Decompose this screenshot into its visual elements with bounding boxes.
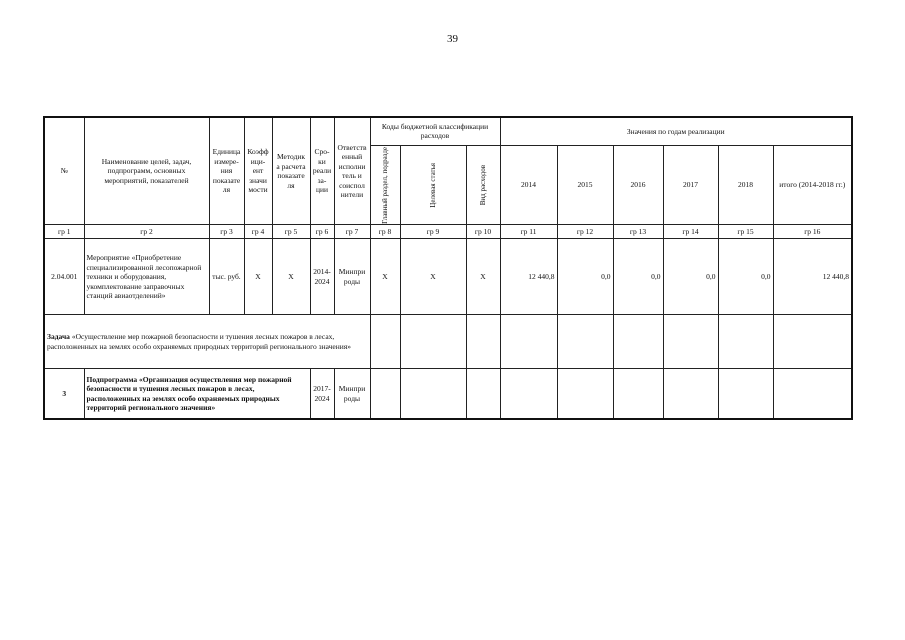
header-code-main <box>370 145 400 225</box>
header-year-2017: 2017 <box>663 145 718 225</box>
empty-cell <box>718 315 773 369</box>
task-text: «Осуществление мер пожарной безопасности и тушения лесных пожаров в лесах, расположенных на землях особо охраняемых природных территорий регионального значения» <box>47 332 351 351</box>
empty-cell <box>663 315 718 369</box>
measure-value-total: 12 440,8 <box>773 239 852 315</box>
header-year-2018: 2018 <box>718 145 773 225</box>
header-budget-codes: Коды бюджетной классификации расходов <box>370 117 500 145</box>
header-year-2014: 2014 <box>500 145 557 225</box>
header-year-2015: 2015 <box>557 145 613 225</box>
header-code-target <box>400 145 466 225</box>
header-code-main-text: Главный раздел, подразде <box>381 146 389 224</box>
group-cell: гр 5 <box>272 225 310 239</box>
group-cell: гр 1 <box>44 225 84 239</box>
measure-code-main: X <box>370 239 400 315</box>
group-cell: гр 8 <box>370 225 400 239</box>
measure-method: X <box>272 239 310 315</box>
header-values-title: Значения по годам реализации <box>500 117 852 145</box>
empty-cell <box>370 315 400 369</box>
measure-num: 2.04.001 <box>44 239 84 315</box>
header-code-kind <box>466 145 500 225</box>
measure-value-2018: 0,0 <box>718 239 773 315</box>
table-row <box>44 369 852 419</box>
measure-terms: 2014-2024 <box>310 239 334 315</box>
empty-cell <box>370 369 400 419</box>
header-name: Наименование целей, задач, подпрограмм, основных мероприятий, показателей <box>84 117 209 225</box>
header-unit: Единица измере-ния показате ля <box>209 117 244 225</box>
empty-cell <box>718 369 773 419</box>
measure-resp: Минпри роды <box>334 239 370 315</box>
group-cell: гр 4 <box>244 225 272 239</box>
empty-cell <box>400 315 466 369</box>
subprogram-name: Подпрограмма «Организация осуществления мер пожарной безопасности и тушения лесных пожаров в лесах, расположенных на землях особо охраняемых природных территорий регионального значения» <box>84 369 310 419</box>
measure-code-target: X <box>400 239 466 315</box>
subprogram-num: 3 <box>44 369 84 419</box>
group-cell: гр 9 <box>400 225 466 239</box>
program-table <box>43 116 853 420</box>
measure-value-2016: 0,0 <box>613 239 663 315</box>
measure-code-kind: X <box>466 239 500 315</box>
subprogram-resp: Минпри роды <box>334 369 370 419</box>
measure-unit: тыс. руб. <box>209 239 244 315</box>
empty-cell <box>466 369 500 419</box>
header-coef: Коэфф ици-ент значи мости <box>244 117 272 225</box>
empty-cell <box>613 369 663 419</box>
group-cell: гр 2 <box>84 225 209 239</box>
table-row <box>44 239 852 315</box>
table-row <box>44 315 852 369</box>
empty-cell <box>663 369 718 419</box>
empty-cell <box>773 369 852 419</box>
empty-cell <box>557 315 613 369</box>
header-resp: Ответств енный исполни тель и соиспол нители <box>334 117 370 225</box>
header-code-target-text: Целевая статья <box>429 162 437 208</box>
group-cell: гр 7 <box>334 225 370 239</box>
empty-cell <box>500 315 557 369</box>
page-number: 39 <box>447 33 458 45</box>
header-method: Методик а расчета показате ля <box>272 117 310 225</box>
empty-cell <box>557 369 613 419</box>
measure-coef: X <box>244 239 272 315</box>
empty-cell <box>400 369 466 419</box>
empty-cell <box>500 369 557 419</box>
measure-value-2017: 0,0 <box>663 239 718 315</box>
subprogram-terms: 2017-2024 <box>310 369 334 419</box>
header-year-2016: 2016 <box>613 145 663 225</box>
measure-name: Мероприятие «Приобретение специализированной лесопожарной техники и оборудования, укомплектование заправочных станций авиаотделений» <box>84 239 209 315</box>
empty-cell <box>613 315 663 369</box>
header-code-kind-text: Вид расходов <box>479 164 488 206</box>
group-cell: гр 11 <box>500 225 557 239</box>
header-year-total: итого (2014-2018 гг.) <box>773 145 852 225</box>
task-label: Задача <box>47 332 70 342</box>
group-cell: гр 3 <box>209 225 244 239</box>
measure-value-2015: 0,0 <box>557 239 613 315</box>
group-row <box>44 225 852 239</box>
group-cell: гр 15 <box>718 225 773 239</box>
group-cell: гр 13 <box>613 225 663 239</box>
task-cell <box>44 315 370 369</box>
header-num: № <box>44 117 84 225</box>
group-cell: гр 14 <box>663 225 718 239</box>
empty-cell <box>466 315 500 369</box>
empty-cell <box>773 315 852 369</box>
header-row-1 <box>44 117 852 145</box>
measure-value-2014: 12 440,8 <box>500 239 557 315</box>
group-cell: гр 12 <box>557 225 613 239</box>
group-cell: гр 6 <box>310 225 334 239</box>
group-cell: гр 16 <box>773 225 852 239</box>
header-terms: Сро-ки реали за-ции <box>310 117 334 225</box>
group-cell: гр 10 <box>466 225 500 239</box>
